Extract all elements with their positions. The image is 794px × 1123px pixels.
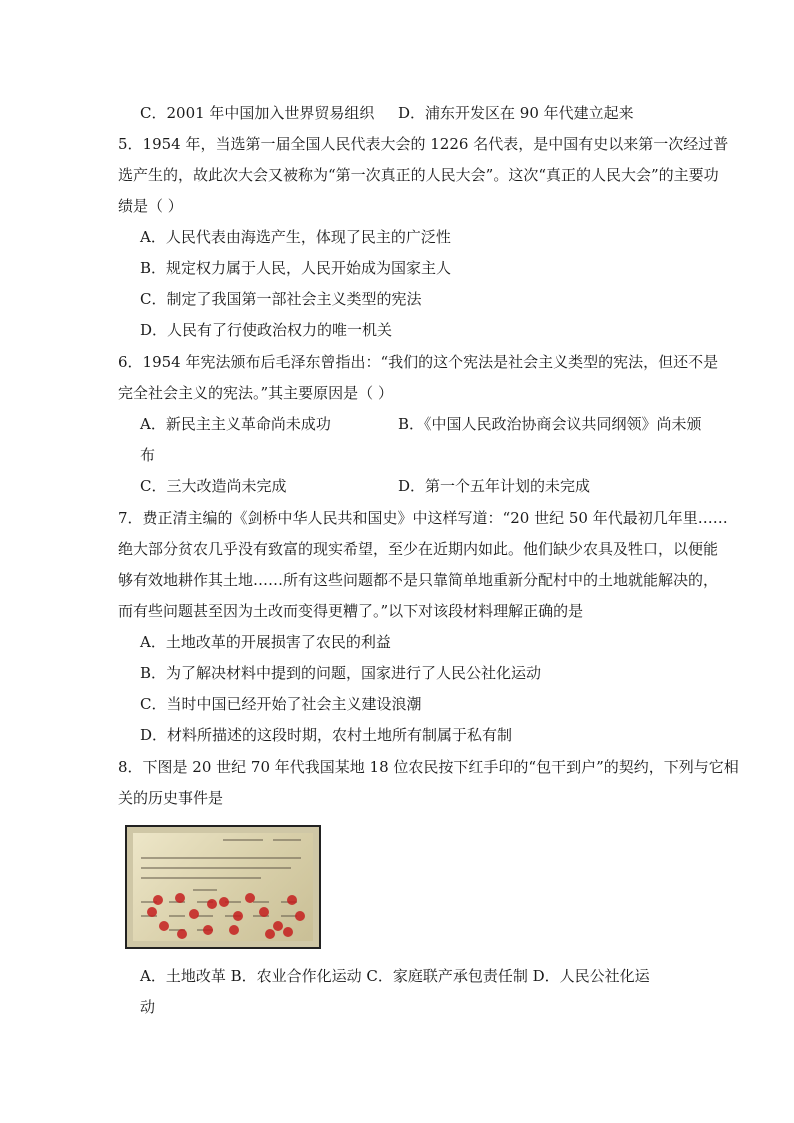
q7-stem-line-4: 而有些问题甚至因为土改而变得更糟了。”以下对该段材料理解正确的是: [118, 602, 584, 620]
q7-option-b: B．为了解决材料中提到的问题，国家进行了人民公社化运动: [140, 664, 542, 682]
contract-paper: [133, 833, 313, 941]
q5-stem-line-2: 选产生的，故此次大会又被称为“第一次真正的人民大会”。这次“真正的人民大会”的主要功: [118, 166, 719, 184]
q7-stem-line-2: 绝大部分贫农几乎没有致富的现实希望，至少在近期内如此。他们缺少农具及牲口，以便能: [118, 540, 719, 558]
q6-option-a: A．新民主主义革命尚未成功: [140, 415, 331, 433]
q7-option-a: A．土地改革的开展损害了农民的利益: [140, 633, 391, 651]
q6-stem-line-1: 6．1954 年宪法颁布后毛泽东曾指出：“我们的这个宪法是社会主义类型的宪法，但还不是: [118, 353, 719, 371]
q5-stem-line-1: 5．1954 年，当选第一届全国人民代表大会的 1226 名代表，是中国有史以来第一次经过普: [118, 135, 729, 153]
q5-option-a: A．人民代表由海选产生，体现了民主的广泛性: [140, 228, 451, 246]
q6-stem-line-2: 完全社会主义的宪法。”其主要原因是（ ）: [118, 384, 393, 402]
q4-option-c: C．2001 年中国加入世界贸易组织: [140, 104, 375, 122]
q4-option-d: D．浦东开发区在 90 年代建立起来: [398, 104, 634, 122]
q5-stem-line-3: 绩是（ ）: [118, 197, 183, 215]
q6-option-b-wrap: 布: [140, 446, 156, 464]
contract-photo: [125, 825, 321, 949]
q5-option-d: D．人民有了行使政治权力的唯一机关: [140, 321, 393, 339]
q6-option-b: B．《中国人民政治协商会议共同纲领》尚未颁: [398, 415, 702, 433]
q7-option-c: C．当时中国已经开始了社会主义建设浪潮: [140, 695, 422, 713]
q5-option-b: B．规定权力属于人民，人民开始成为国家主人: [140, 259, 452, 277]
q6-option-d: D．第一个五年计划的未完成: [398, 477, 591, 495]
q5-option-c: C．制定了我国第一部社会主义类型的宪法: [140, 290, 422, 308]
q8-stem-line-1: 8．下图是 20 世纪 70 年代我国某地 18 位农民按下红手印的“包干到户”的契约，下列与它相: [118, 758, 739, 776]
q7-option-d: D．材料所描述的这段时期，农村土地所有制属于私有制: [140, 726, 513, 744]
q7-stem-line-3: 够有效地耕作其土地……所有这些问题都不是只靠简单地重新分配村中的土地就能解决的，: [118, 571, 719, 589]
q8-option-d-wrap: 动: [140, 998, 156, 1016]
q8-options: A．土地改革 B．农业合作化运动 C．家庭联产承包责任制 D．人民公社化运: [140, 967, 650, 985]
q6-option-c: C．三大改造尚未完成: [140, 477, 287, 495]
q7-stem-line-1: 7．费正清主编的《剑桥中华人民共和国史》中这样写道：“20 世纪 50 年代最初几年里……: [118, 509, 728, 527]
q8-stem-line-2: 关的历史事件是: [118, 789, 224, 807]
